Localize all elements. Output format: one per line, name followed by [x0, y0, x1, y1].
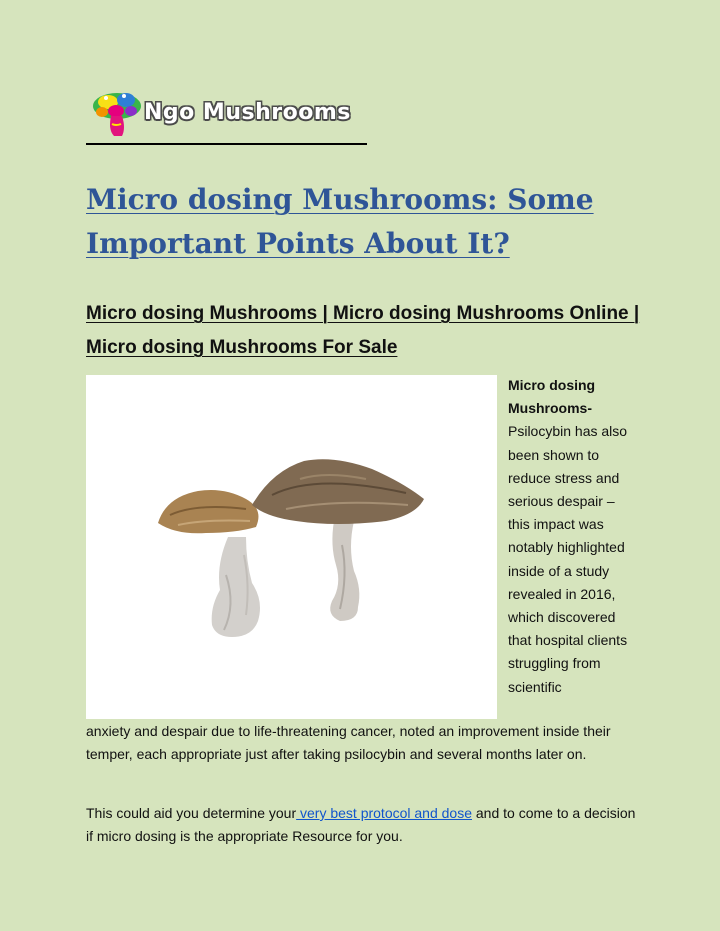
intro-continued-text: anxiety and despair due to life-threatening cancer, noted an improvement inside their temper, each appropriate just after taking psilocybin and several months later on. [86, 723, 611, 763]
body-paragraph [86, 802, 646, 848]
logo-text: Ngo Mushrooms [144, 99, 351, 125]
mushroom-logo-icon [86, 84, 148, 140]
page-title: Micro dosing Mushrooms: Some Important Points About It? [86, 183, 594, 260]
intro-side-text [508, 374, 638, 699]
intro-lead: Micro dosing Mushrooms- [508, 377, 596, 417]
intro-side-body: Psilocybin has also been shown to reduce stress and serious despair – this impact was notably highlighted inside of a study revealed in 2016, which discovered that hospital clients struggling from scientific [508, 423, 628, 695]
mushroom-photo-illustration [86, 375, 497, 719]
body-text-after-link: and to come to a decision if micro dosing is the appropriate Resource for you. [86, 805, 636, 845]
mushroom-image [86, 375, 497, 719]
logo-divider [86, 143, 367, 145]
page-subtitle: Micro dosing Mushrooms | Micro dosing Mushrooms Online | Micro dosing Mushrooms For Sale [86, 303, 640, 358]
protocol-dose-link[interactable]: very best protocol and dose [296, 805, 472, 821]
site-logo[interactable] [86, 84, 368, 140]
body-text-before-link: This could aid you determine your [86, 805, 297, 821]
